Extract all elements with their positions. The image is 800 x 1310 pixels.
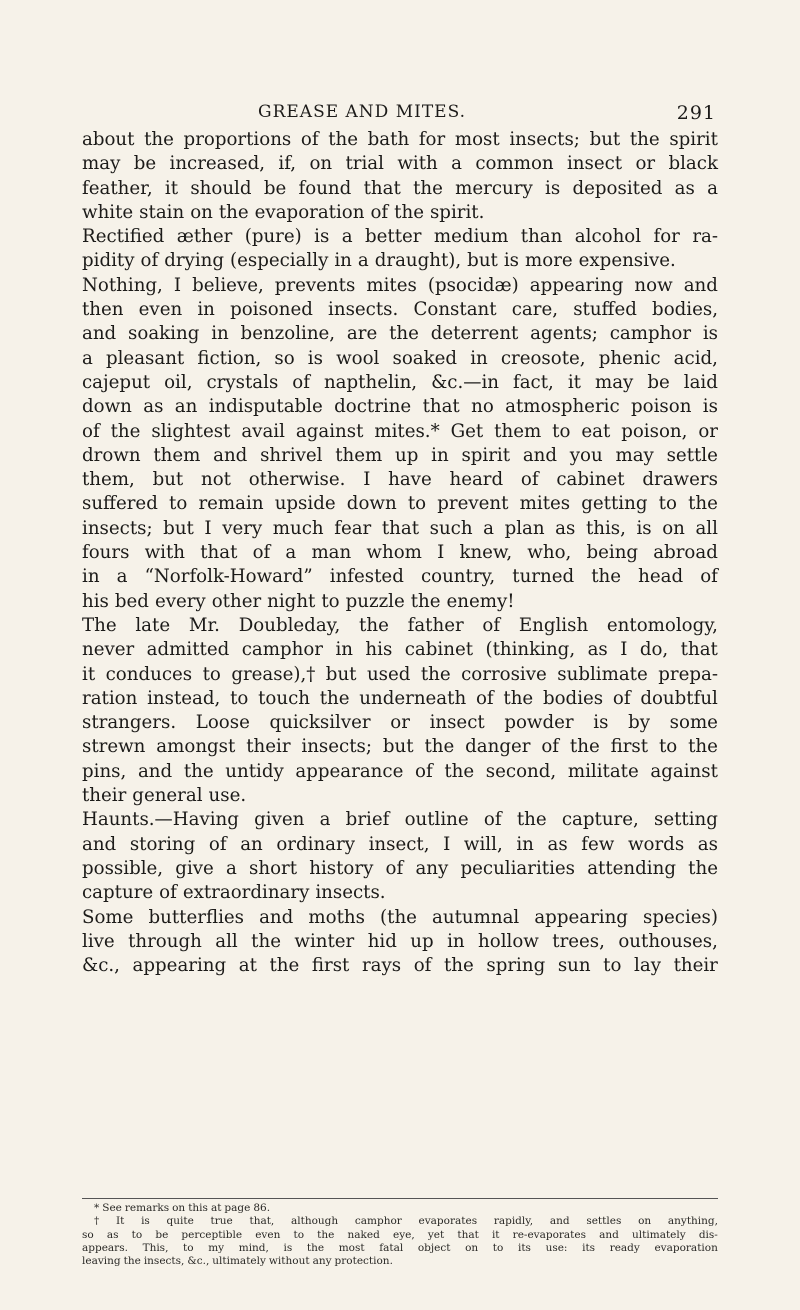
text-line: it conduces to grease),† but used the corrosive sublimate prepa-: [82, 663, 718, 685]
page-number: 291: [676, 102, 716, 124]
text-line: live through all the winter hid up in hollow trees, outhouses,: [82, 930, 718, 952]
text-line: and soaking in benzoline, are the deterrent agents; camphor is: [82, 323, 718, 345]
running-title: GREASE AND MITES.: [258, 102, 467, 122]
text-line: their general use.: [82, 785, 247, 807]
text-line: fours with that of a man whom I knew, who, being abroad: [82, 542, 718, 564]
footnote-line: leaving the insects, &c., ultimately without any protection.: [82, 1255, 393, 1268]
text-line: his bed every other night to puzzle the enemy!: [82, 590, 515, 612]
text-line: ration instead, to touch the underneath of the bodies of doubtful: [82, 687, 718, 709]
text-line: Some butterflies and moths (the autumnal appearing species): [82, 906, 718, 928]
text-line: of the slightest avail against mites.* Get them to eat poison, or: [82, 420, 718, 442]
text-line: in a “Norfolk-Howard” infested country, turned the head of: [82, 566, 718, 588]
text-line: Rectified æther (pure) is a better medium than alcohol for ra-: [82, 226, 718, 248]
text-line: insects; but I very much fear that such a plan as this, is on all: [82, 517, 718, 539]
text-line: pins, and the untidy appearance of the second, militate against: [82, 760, 718, 782]
text-line: &c., appearing at the first rays of the spring sun to lay their: [82, 955, 718, 977]
text-line: white stain on the evaporation of the spirit.: [82, 201, 485, 223]
text-line: down as an indisputable doctrine that no atmospheric poison is: [82, 396, 718, 418]
text-line: and storing of an ordinary insect, I will, in as few words as: [82, 833, 718, 855]
text-line: strangers. Loose quicksilver or insect powder is by some: [82, 712, 718, 734]
footnote-line: † It is quite true that, although camphor evaporates rapidly, and settles on anything,: [94, 1215, 718, 1228]
footnotes: [82, 1202, 718, 1268]
text-line: about the proportions of the bath for most insects; but the spirit: [82, 129, 718, 150]
footnote-line: so as to be perceptible even to the naked eye, yet that it re-evaporates and ultimately dis-: [82, 1228, 718, 1241]
text-line: Nothing, I believe, prevents mites (psocidæ) appearing now and: [82, 274, 718, 296]
text-line: then even in poisoned insects. Constant care, stuffed bodies,: [82, 299, 718, 321]
text-line: never admitted camphor in his cabinet (thinking, as I do, that: [82, 639, 718, 661]
text-line: them, but not otherwise. I have heard of cabinet drawers: [82, 469, 718, 491]
text-line: strewn amongst their insects; but the danger of the first to the: [82, 736, 718, 758]
text-line: The late Mr. Doubleday, the father of English entomology,: [82, 614, 718, 636]
text-line: drown them and shrivel them up in spirit and you may settle: [82, 444, 718, 466]
text-line: capture of extraordinary insects.: [82, 882, 386, 904]
text-line: a pleasant fiction, so is wool soaked in creosote, phenic acid,: [82, 347, 718, 369]
text-line: pidity of drying (especially in a draught), but is more expensive.: [82, 250, 676, 272]
text-line: suffered to remain upside down to prevent mites getting to the: [82, 493, 718, 515]
text-line: Haunts.—Having given a brief outline of the capture, setting: [82, 809, 718, 831]
text-line: feather, it should be found that the mercury is deposited as a: [82, 177, 718, 199]
footnote-line: * See remarks on this at page 86.: [94, 1202, 271, 1214]
footnote-rule: [82, 1198, 718, 1199]
text-line: possible, give a short history of any peculiarities attending the: [82, 857, 718, 879]
text-line: may be increased, if, on trial with a common insect or black: [82, 153, 718, 175]
text-line: cajeput oil, crystals of napthelin, &c.—in fact, it may be laid: [82, 371, 718, 393]
footnote-line: appears. This, to my mind, is the most fatal object on to its use: its ready evaporation: [82, 1241, 718, 1254]
body-text: [82, 128, 718, 978]
